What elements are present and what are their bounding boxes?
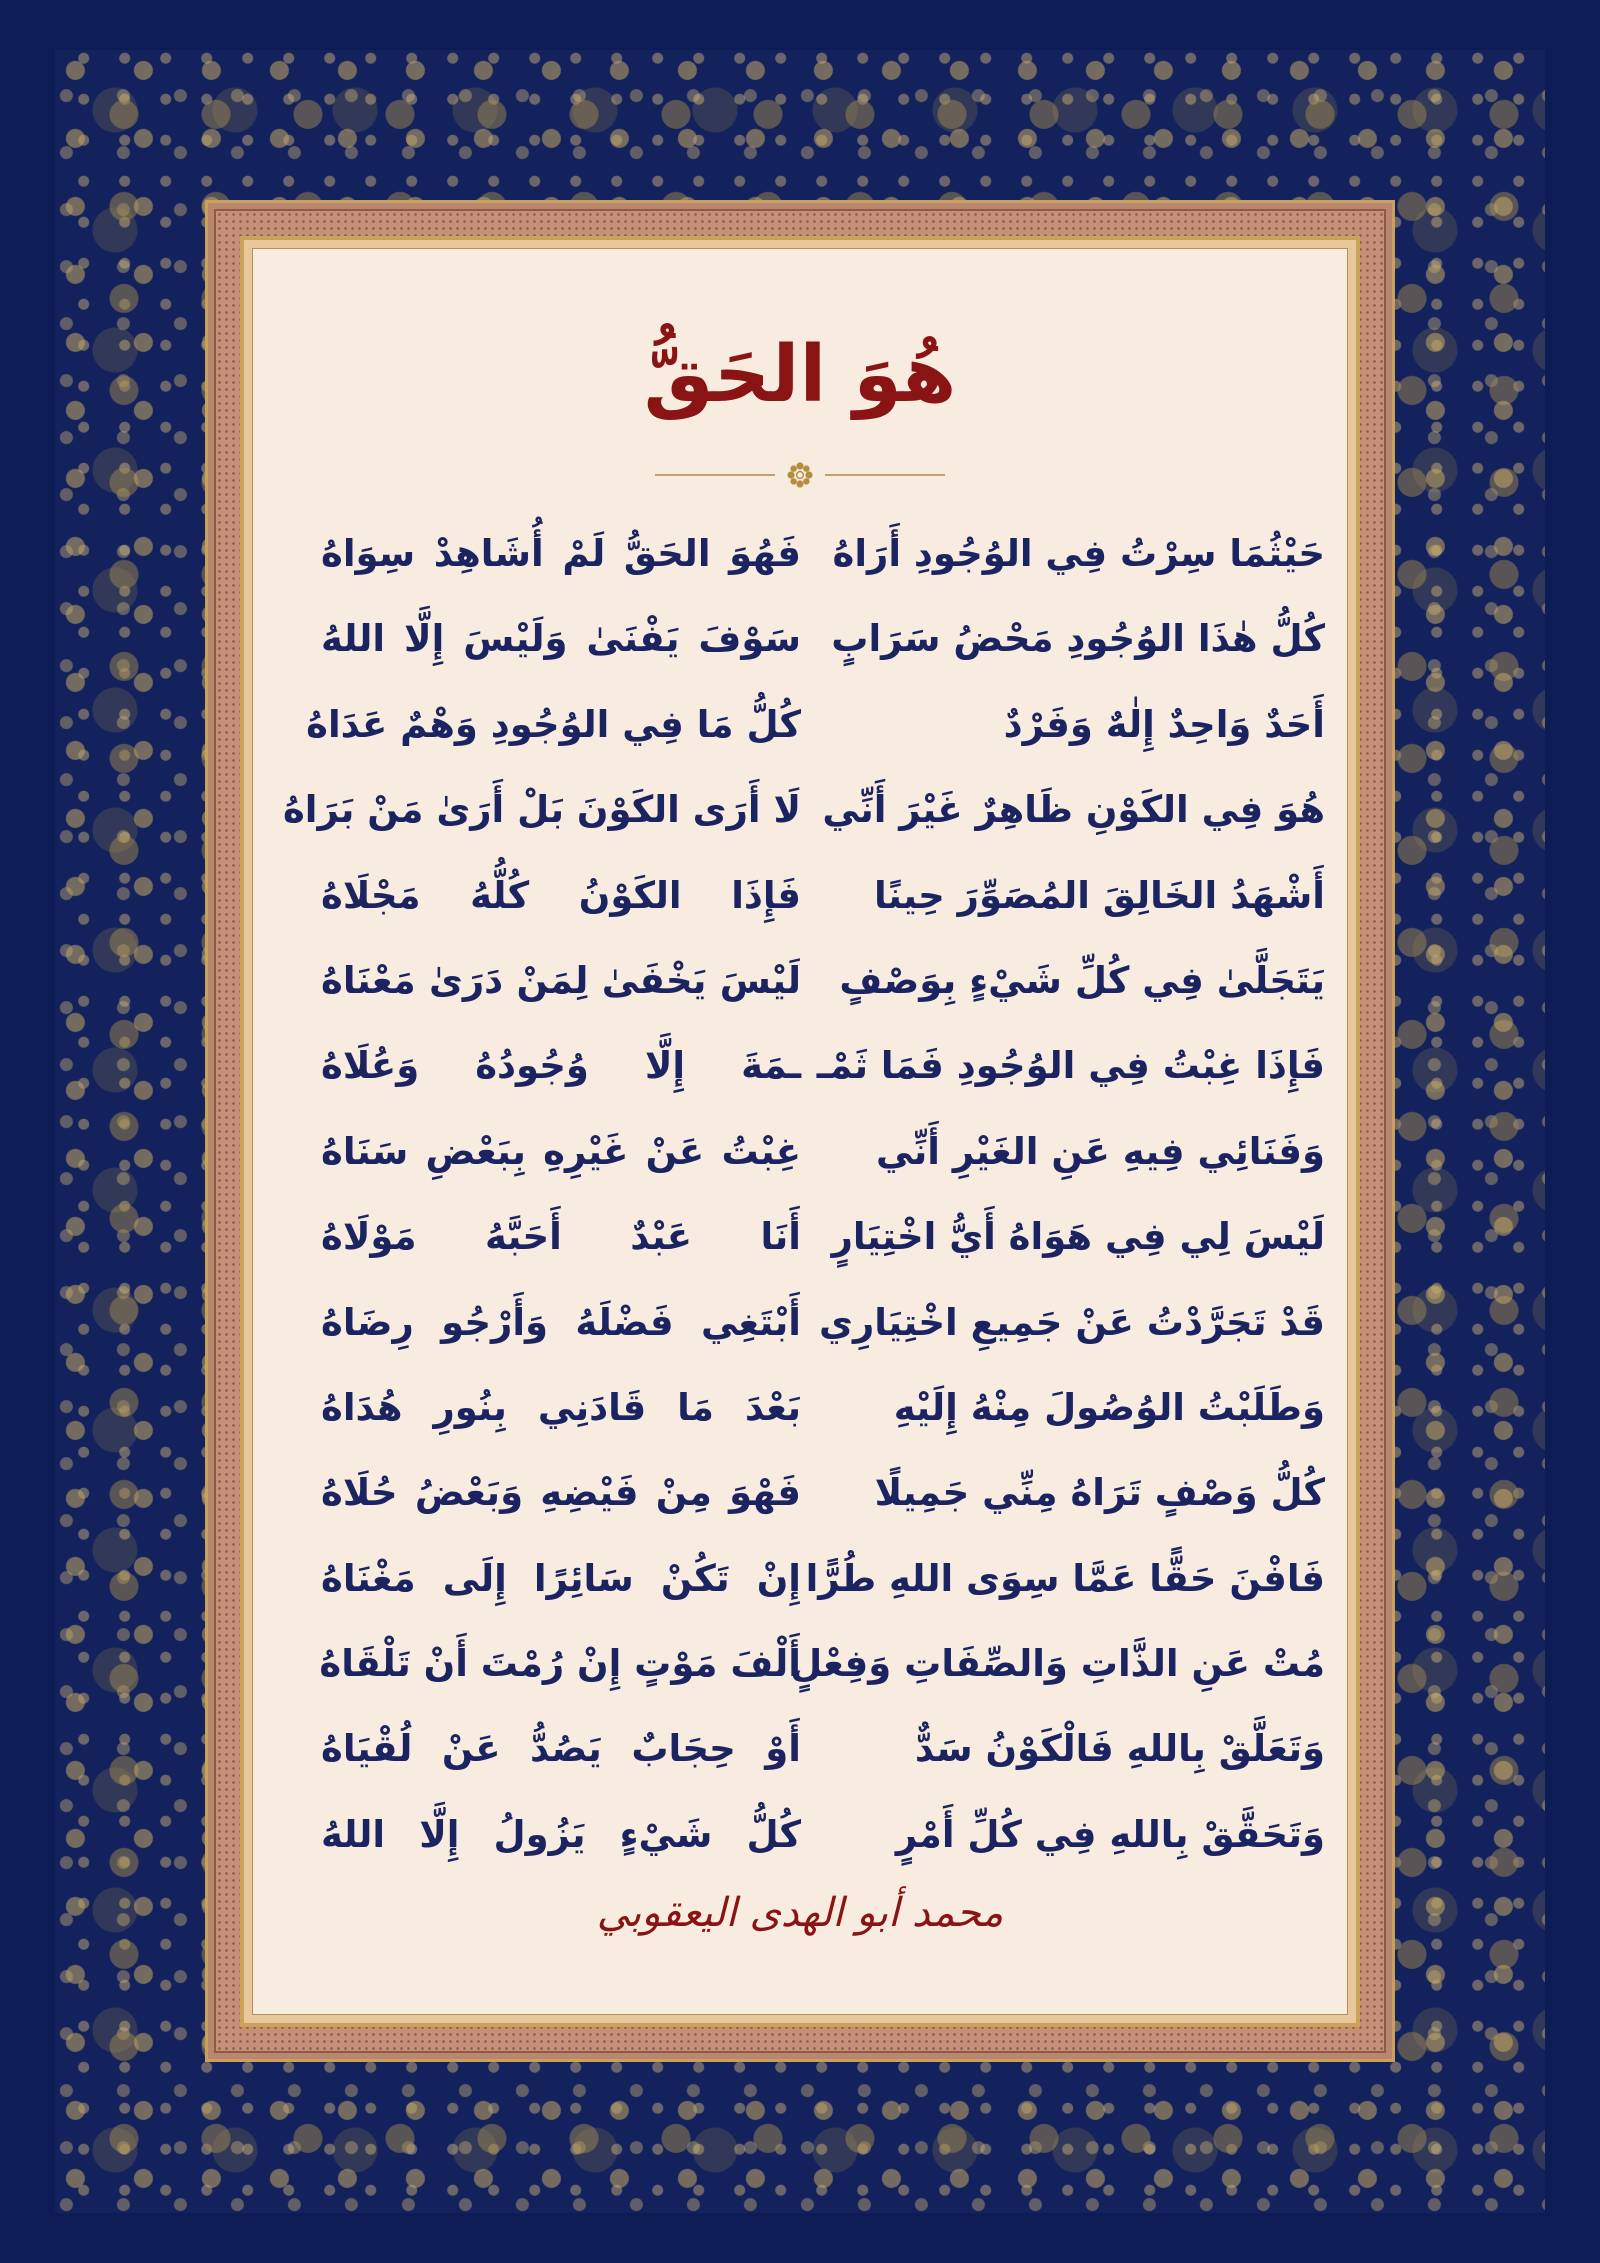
flower-ornament-icon	[655, 462, 945, 488]
poem-title: هُوَ الحَقُّ	[643, 330, 957, 420]
verse-first-hemistich: فَافْنَ حَقًّا عَمَّا سِوَى اللهِ طُرًّا	[805, 1556, 1325, 1600]
verse-second-hemistich: غِبْتُ عَنْ غَيْرِهِ بِبَعْضِ سَنَاهُ	[321, 1129, 801, 1173]
verse-line	[300, 1791, 1325, 1876]
verse-first-hemistich: فَإِذَا غِبْتُ فِي الوُجُودِ فَمَا ثَمْـ	[816, 1044, 1325, 1088]
verse-line	[300, 1364, 1325, 1449]
verse-second-hemistich: أَلْفَ مَوْتٍ إِنْ رُمْتَ أَنْ تَلْقَاهُ	[319, 1642, 801, 1686]
verse-first-hemistich: حَيْثُمَا سِرْتُ فِي الوُجُودِ أَرَاهُ	[832, 532, 1325, 575]
verse-second-hemistich: أَنَا عَبْدٌ أَحَبَّهُ مَوْلَاهُ	[321, 1215, 801, 1259]
verse-second-hemistich: أَبْتَغِي فَضْلَهُ وَأَرْجُو رِضَاهُ	[321, 1300, 801, 1344]
verse-line	[300, 1022, 1325, 1107]
verse-first-hemistich: يَتَجَلَّىٰ فِي كُلِّ شَيْءٍ بِوَصْفٍ	[839, 958, 1325, 1002]
verse-line	[300, 1449, 1325, 1534]
verse-first-hemistich: أَشْهَدُ الخَالِقَ المُصَوِّرَ حِينًا	[874, 873, 1325, 917]
verse-line	[300, 937, 1325, 1022]
verse-line	[300, 595, 1325, 680]
verse-second-hemistich: كُلُّ مَا فِي الوُجُودِ وَهْمٌ عَدَاهُ	[306, 702, 801, 746]
verse-first-hemistich: وَطَلَبْتُ الوُصُولَ مِنْهُ إِلَيْهِ	[893, 1385, 1325, 1429]
verse-line	[300, 1620, 1325, 1705]
verse-first-hemistich: قَدْ تَجَرَّدْتُ عَنْ جَمِيعِ اخْتِيَارِي	[819, 1300, 1325, 1344]
verse-line	[300, 1108, 1325, 1193]
poem-body	[282, 510, 1325, 1876]
verse-first-hemistich: مُتْ عَنِ الذَّاتِ وَالصِّفَاتِ وَفِعْلٍ	[790, 1642, 1325, 1686]
verse-second-hemistich: إِنْ تَكُنْ سَائِرًا إِلَى مَغْنَاهُ	[321, 1556, 801, 1600]
verse-first-hemistich: وَتَعَلَّقْ بِاللهِ فَالْكَوْنُ سَدٌّ	[914, 1727, 1325, 1771]
verse-line	[300, 852, 1325, 937]
verse-line	[300, 510, 1325, 595]
verse-first-hemistich: كُلُّ هٰذَا الوُجُودِ مَحْضُ سَرَابٍ	[831, 617, 1325, 661]
verse-second-hemistich: لَا أَرَى الكَوْنَ بَلْ أَرَىٰ مَنْ بَرَاهُ	[282, 788, 801, 832]
verse-second-hemistich: لَيْسَ يَخْفَىٰ لِمَنْ دَرَىٰ مَعْنَاهُ	[321, 958, 801, 1002]
verse-first-hemistich: كُلُّ وَصْفٍ تَرَاهُ مِنِّي جَمِيلًا	[874, 1471, 1325, 1515]
verse-first-hemistich: أَحَدٌ وَاحِدٌ إِلٰهٌ وَفَرْدٌ	[1003, 702, 1325, 746]
verse-second-hemistich: فَإِذَا الكَوْنُ كُلُّهُ مَجْلَاهُ	[321, 873, 801, 917]
verse-first-hemistich: هُوَ فِي الكَوْنِ ظَاهِرٌ غَيْرَ أَنِّي	[822, 788, 1325, 832]
verse-line	[300, 1279, 1325, 1364]
verse-second-hemistich: أَوْ حِجَابٌ يَصُدُّ عَنْ لُقْيَاهُ	[321, 1727, 801, 1771]
verse-line	[300, 681, 1325, 766]
verse-second-hemistich: سَوْفَ يَفْنَىٰ وَلَيْسَ إِلَّا اللهُ	[321, 617, 801, 661]
verse-second-hemistich: كُلُّ شَيْءٍ يَزُولُ إِلَّا اللهُ	[321, 1812, 801, 1856]
verse-second-hemistich: فَهُوَ الحَقُّ لَمْ أُشَاهِدْ سِوَاهُ	[321, 532, 801, 575]
verse-first-hemistich: وَفَنَائِي فِيهِ عَنِ الغَيْرِ أَنِّي	[875, 1129, 1325, 1173]
verse-line	[300, 1705, 1325, 1790]
verse-first-hemistich: وَتَحَقَّقْ بِاللهِ فِي كُلِّ أَمْرٍ	[895, 1812, 1325, 1856]
poet-signature: محمد أبو الهدى اليعقوبي	[596, 1890, 1004, 1936]
verse-second-hemistich: ـمَةَ إِلَّا وُجُودُهُ وَعُلَاهُ	[321, 1044, 801, 1088]
verse-second-hemistich: فَهْوَ مِنْ فَيْضِهِ وَبَعْضُ حُلَاهُ	[321, 1471, 801, 1515]
verse-line	[282, 766, 1325, 851]
verse-line	[300, 1535, 1325, 1620]
verse-line	[300, 1193, 1325, 1278]
verse-second-hemistich: بَعْدَ مَا قَادَنِي بِنُورِ هُدَاهُ	[321, 1385, 801, 1429]
verse-first-hemistich: لَيْسَ لِي فِي هَوَاهُ أَيُّ اخْتِيَارٍ	[831, 1215, 1325, 1259]
